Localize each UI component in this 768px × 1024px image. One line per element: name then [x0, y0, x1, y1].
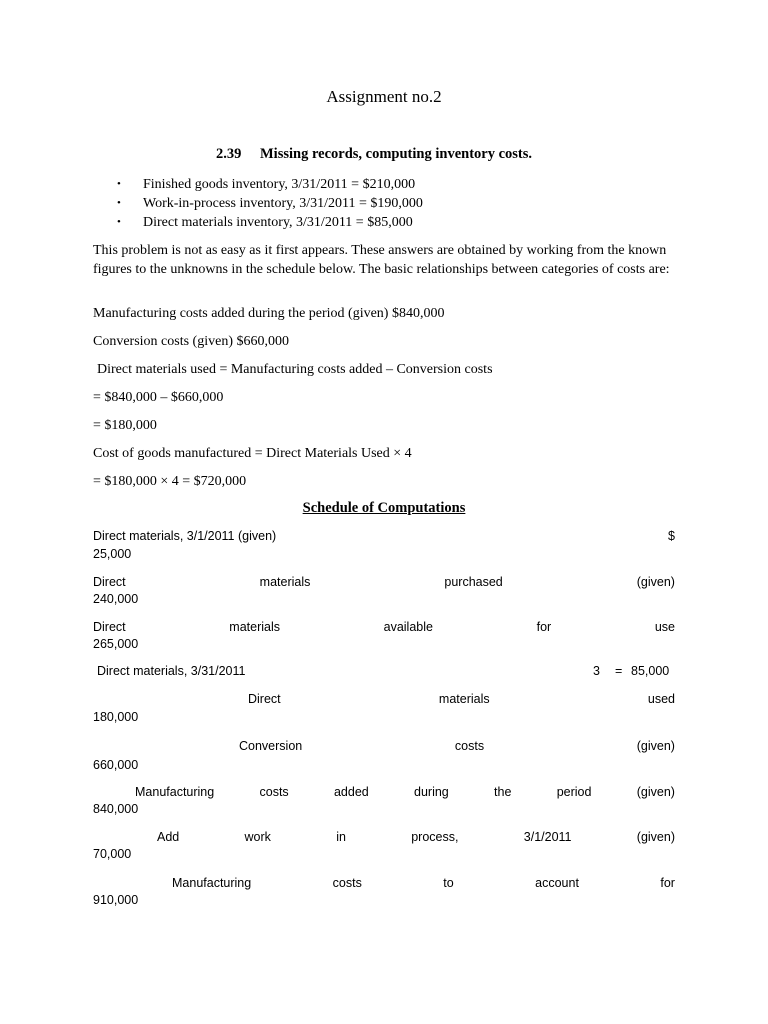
- schedule-word: added: [333, 785, 369, 799]
- schedule-word: materials: [229, 620, 280, 634]
- schedule-row: [239, 739, 675, 757]
- list-item-text: Finished goods inventory, 3/31/2011 = $210,000: [143, 177, 416, 192]
- schedule-amount: 25,000: [93, 547, 132, 561]
- schedule-word: (given): [636, 785, 675, 799]
- schedule-word: Direct: [248, 692, 281, 706]
- schedule-word: =: [615, 664, 623, 678]
- schedule-word: $: [668, 529, 675, 543]
- schedule-word: period: [556, 785, 592, 799]
- schedule-word: process,: [411, 830, 459, 844]
- schedule-row: [97, 664, 675, 682]
- text-line: = $180,000: [93, 418, 157, 433]
- schedule-row: [248, 692, 675, 710]
- text-line: Cost of goods manufactured = Direct Materials Used × 4: [93, 446, 412, 461]
- schedule-word: work: [244, 830, 271, 844]
- schedule-word: Add: [157, 830, 180, 844]
- schedule-amount: 660,000: [93, 758, 139, 772]
- schedule-row: [157, 830, 675, 848]
- schedule-word: Conversion: [239, 739, 303, 753]
- schedule-word: materials: [438, 692, 490, 706]
- text-line: Manufacturing costs added during the period (given) $840,000: [93, 306, 445, 321]
- list-item-text: Work-in-process inventory, 3/31/2011 = $190,000: [143, 196, 423, 211]
- schedule-row: [135, 785, 675, 803]
- schedule-word: costs: [259, 785, 289, 799]
- schedule-word: Direct materials, 3/1/2011 (given): [93, 529, 277, 543]
- schedule-amount: 240,000: [93, 592, 139, 606]
- text-line: Conversion costs (given) $660,000: [93, 334, 289, 349]
- problem-title: Missing records, computing inventory costs.: [260, 146, 533, 162]
- schedule-amount: 910,000: [93, 893, 139, 907]
- schedule-word: for: [536, 620, 552, 634]
- schedule-word: (given): [636, 830, 675, 844]
- schedule-row: [93, 529, 675, 547]
- schedule-word: use: [654, 620, 675, 634]
- schedule-word: the: [494, 785, 512, 799]
- schedule-word: Manufacturing: [172, 876, 252, 890]
- schedule-word: costs: [332, 876, 362, 890]
- schedule-word: Manufacturing: [135, 785, 215, 799]
- schedule-word: costs: [454, 739, 485, 753]
- problem-heading: [216, 146, 532, 163]
- intro-paragraph: This problem is not as easy as it first appears. These answers are obtained by working from the known figures to the unknowns in the schedule below. The basic relationships between categories of costs are:: [93, 243, 670, 277]
- text-line: = $840,000 – $660,000: [93, 390, 224, 405]
- schedule-word: 3: [593, 664, 600, 678]
- schedule-word: available: [383, 620, 433, 634]
- schedule-amount: 840,000: [93, 802, 139, 816]
- page-title: Assignment no.2: [326, 87, 442, 106]
- list-item-text: Direct materials inventory, 3/31/2011 = $85,000: [143, 215, 413, 230]
- problem-number: 2.39: [216, 146, 242, 162]
- schedule-word: materials: [259, 575, 311, 589]
- schedule-word: (given): [636, 575, 675, 589]
- schedule-amount: 70,000: [93, 847, 132, 861]
- schedule-word: (given): [636, 739, 675, 753]
- schedule-word: for: [660, 876, 675, 890]
- schedule-word: during: [414, 785, 449, 799]
- schedule-word: account: [535, 876, 579, 890]
- bullet-icon: •: [117, 216, 121, 228]
- schedule-word: Direct: [93, 575, 126, 589]
- schedule-word: in: [336, 830, 346, 844]
- schedule-row: [93, 575, 675, 593]
- schedule-word: 3/1/2011: [523, 830, 572, 844]
- schedule-word: Direct: [93, 620, 126, 634]
- schedule-word: purchased: [444, 575, 503, 589]
- schedule-word: used: [647, 692, 675, 706]
- schedule-row: [93, 620, 675, 638]
- bullet-icon: •: [117, 197, 121, 209]
- text-line: = $180,000 × 4 = $720,000: [93, 474, 247, 489]
- schedule-word: Direct materials, 3/31/2011: [97, 664, 246, 678]
- schedule-amount: 265,000: [93, 637, 139, 651]
- schedule-title: Schedule of Computations: [302, 500, 466, 516]
- schedule-row: [172, 876, 675, 894]
- text-line: Direct materials used = Manufacturing costs added – Conversion costs: [97, 362, 493, 377]
- schedule-amount: 180,000: [93, 710, 139, 724]
- bullet-icon: •: [117, 178, 121, 190]
- schedule-word: to: [443, 876, 454, 890]
- schedule-word: 85,000: [631, 664, 670, 678]
